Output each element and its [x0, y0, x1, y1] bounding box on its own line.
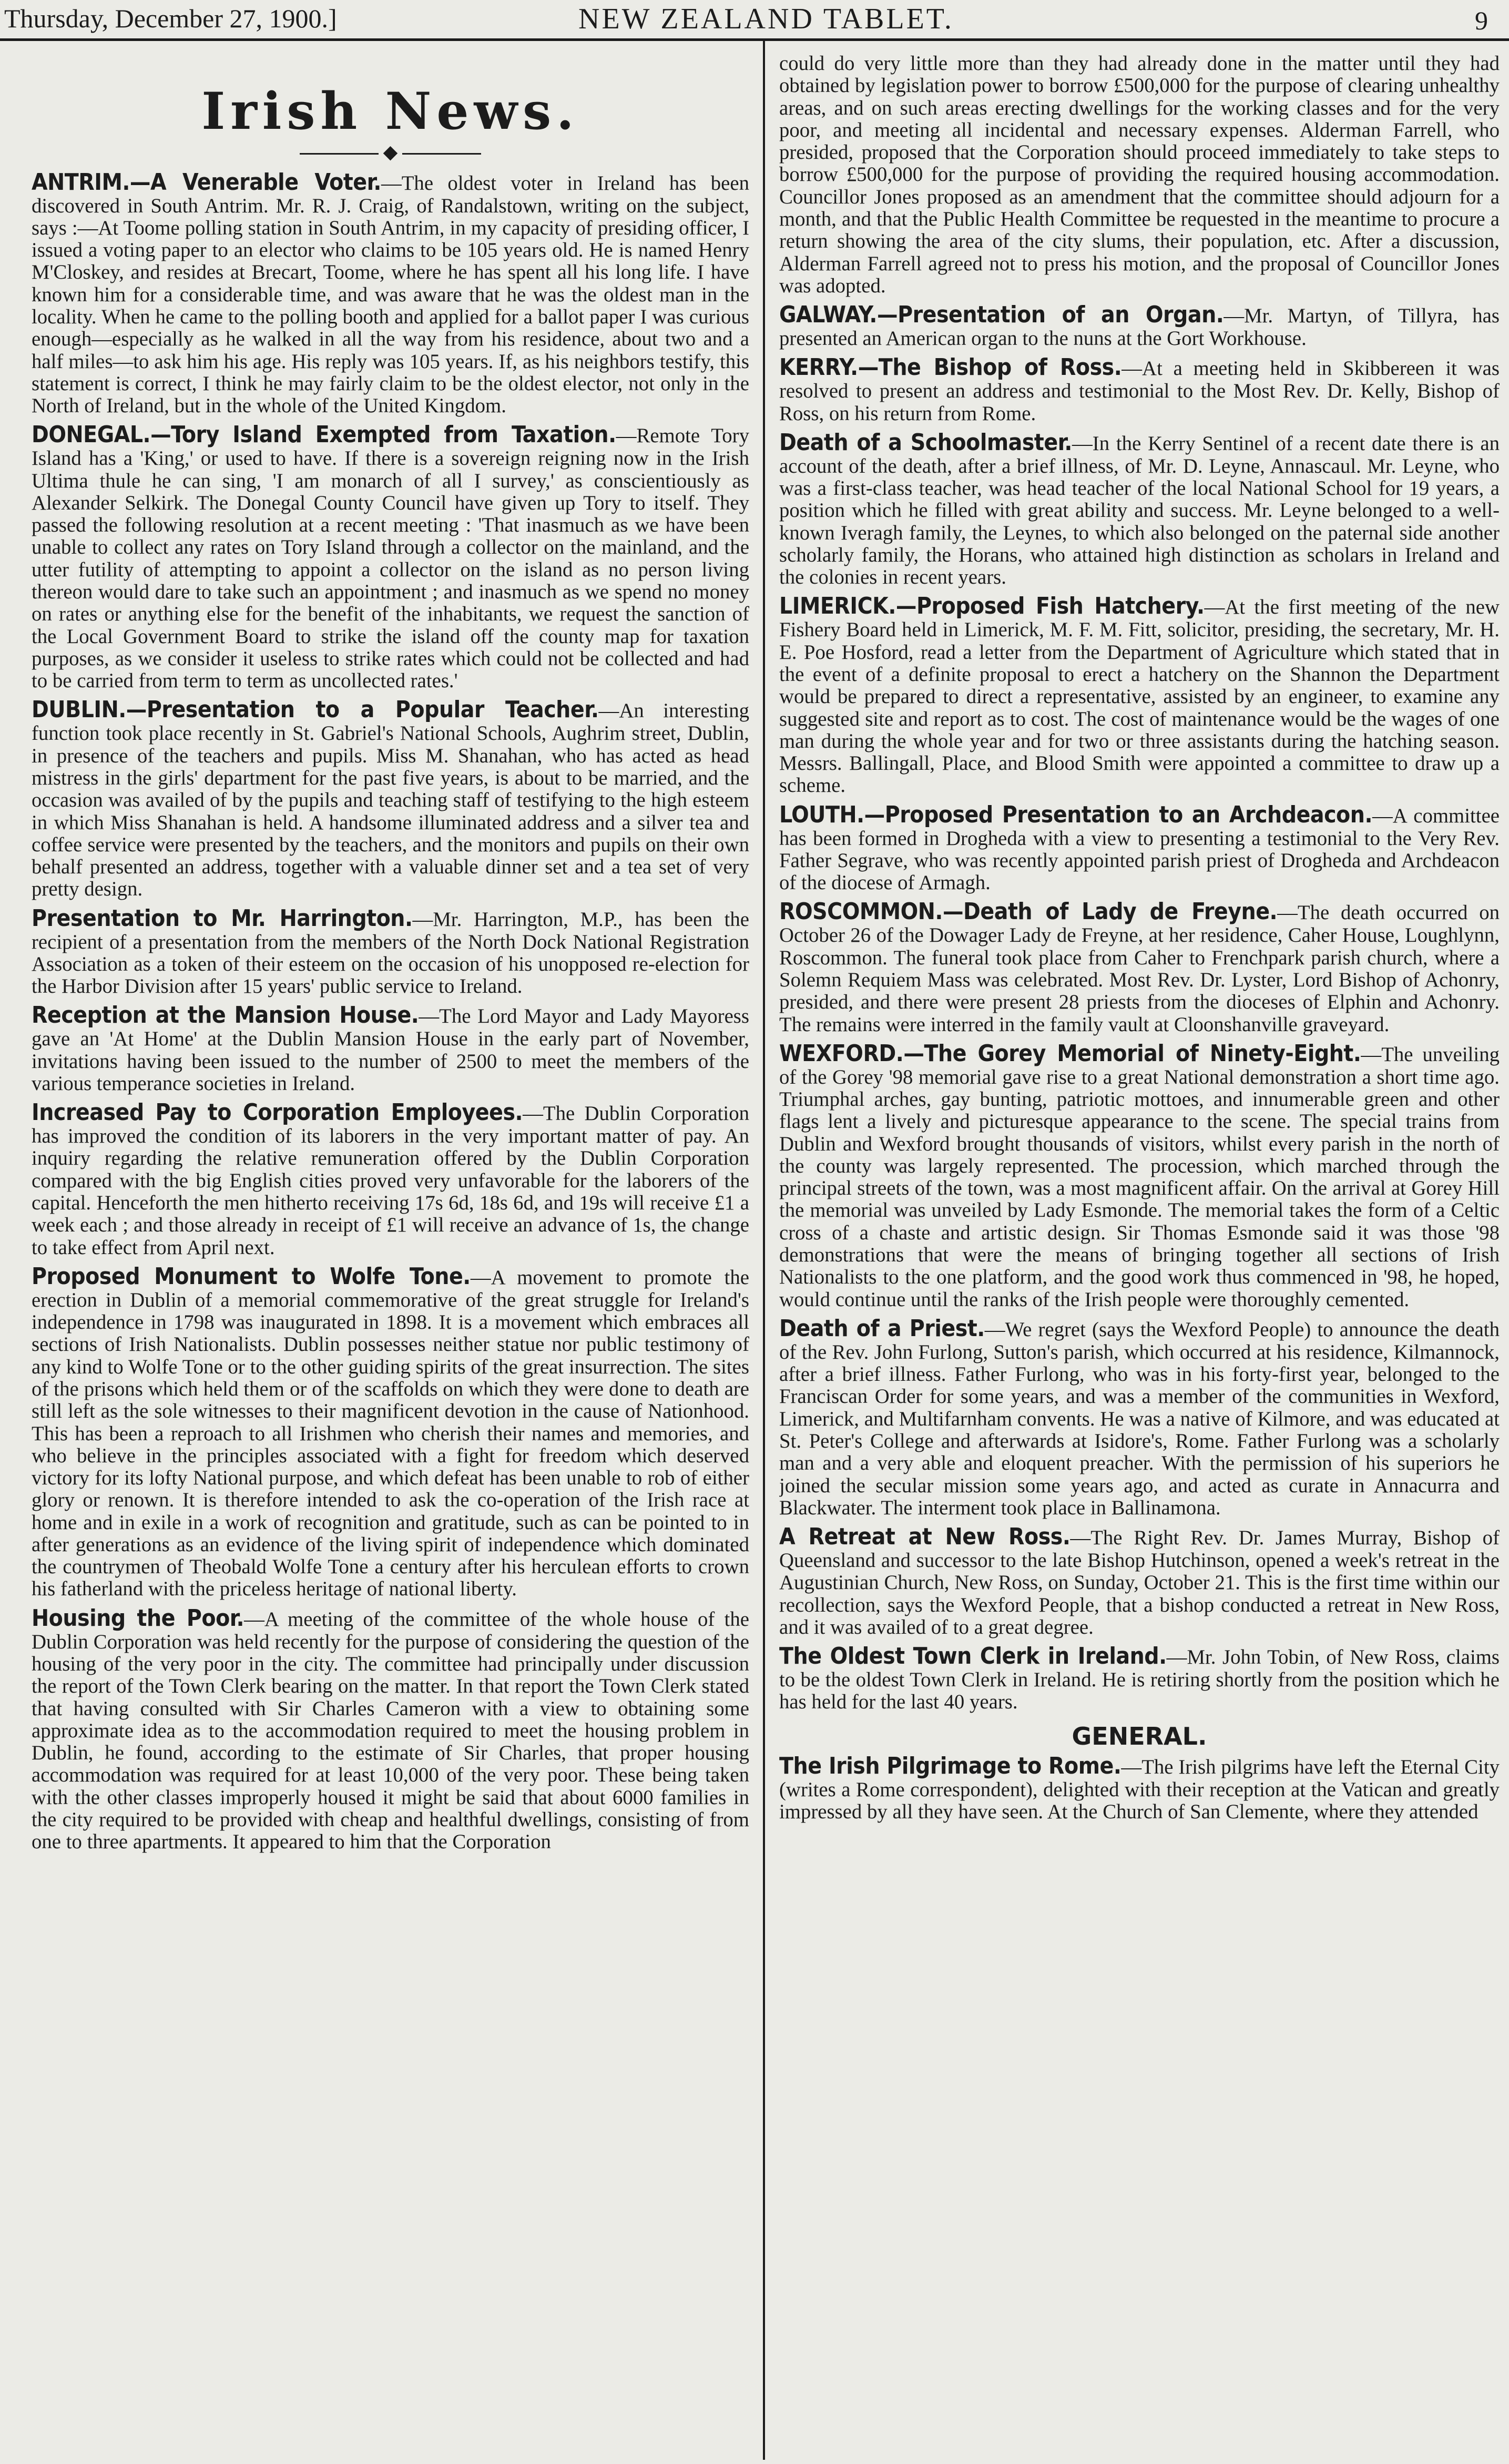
article — [32, 1606, 749, 1854]
article-body: —At the first meeting of the new Fishery Board held in Limerick, M. F. M. Fitt, solicitor, presiding, the secretary, Mr. H. E. Poe Hosford, read a letter from the Department of Agriculture which stated that in the event of a definite proposal to erect a hatchery on the Shannon the Department would be prepared to direct a representative, assisted by an engineer, to examine any suggested site and report as to cost. The cost of maintenance would be the wages of one man during the whole year and for two or three assistants during the hatching season. Messrs. Ballingall, Place, and Blood Smith were appointed a committee to draw up a scheme. — [779, 596, 1500, 797]
article — [779, 899, 1500, 1035]
article-body: —We regret (says the Wexford People) to announce the death of the Rev. John Furlong, Sutton's parish, which occurred at his residence, Kilmannock, after a brief illness. Father Furlong, who was in his forty-first year, belonged to the Franciscan Order for some years, and was a member of the communities in Wexford, Limerick, and Multifarnham convents. He was a native of Kilmore, and was educated at St. Peter's College and afterwards at Isidore's, Rome. Father Furlong was a scholarly man and a very able and eloquent preacher. With the permission of his superiors he joined the secular mission some years ago, and acted as curate in Annacurra and Blackwater. The interment took place in Ballinamona. — [779, 1318, 1500, 1519]
article — [32, 1264, 749, 1601]
article-body: —A meeting of the committee of the whole house of the Dublin Corporation was held recently for the purpose of considering the question of the housing of the very poor in the city. The committee had principally under discussion the report of the Town Clerk bearing on the matter. In that report the Town Clerk stated that having consulted with Sir Charles Cameron with a view to obtaining some approximate idea as to the accommodation required to meet the housing problem in Dublin, he found, according to the estimate of Sir Charles, that proper housing accommodation was required for at least 10,000 of the very poor. These being taken with the other classes improperly housed it might be said that about 6000 families in the city required to be provided with cheap and healthful dwellings, consisting of from one to three apartments. It appeared to him that the Corporation — [32, 1607, 749, 1854]
article-headline: ROSCOMMON.—Death of Lady de Freyne. — [779, 898, 1278, 925]
article — [32, 422, 749, 692]
article — [779, 1316, 1500, 1519]
article-headline: Housing the Poor. — [32, 1604, 244, 1632]
right-column — [779, 53, 1500, 2450]
article-body: —At a meeting held in Skibbereen it was resolved to present an address and testimonial to the Most Rev. Dr. Kelly, Bishop of Ross, on his return from Rome. — [779, 357, 1500, 425]
article-headline: A Retreat at New Ross. — [779, 1523, 1070, 1551]
article — [32, 697, 749, 900]
article-headline: The Oldest Town Clerk in Ireland. — [779, 1643, 1167, 1670]
article-body: —Mr. Harrington, M.P., has been the recipient of a presentation from the members of the North Dock National Registration Association as a token of their esteem on the occasion of his unopposed re-election for the Harbor Division after 15 years' public service to Ireland. — [32, 908, 749, 998]
right-article-list — [779, 53, 1500, 1714]
page-number: 9 — [1475, 6, 1488, 35]
column-divider — [763, 41, 765, 2460]
ornament-divider: ◆ — [32, 142, 749, 161]
article-headline: Presentation to Mr. Harrington. — [32, 904, 413, 932]
article — [779, 355, 1500, 425]
article-body: —The oldest voter in Ireland has been discovered in South Antrim. Mr. R. J. Craig, of Randalstown, writing on the subject, says :—At Toome polling station in South Antrim, in my capacity of presiding officer, I issued a voting paper to an elector who claims to be 105 years old. He is named Henry M'Closkey, and resides at Brecart, Toome, where he has spent all his long life. I have known him for a considerable time, and was aware that he was the oldest man in the locality. When he came to the polling booth and applied for a ballot paper I was curious enough—especially as he walked in all the way from his residence, about two and a half miles—to ask him his age. His reply was 105 years. If, as his neighbors testify, this statement is correct, I think he may fairly claim to be the oldest elector, not only in the North of Ireland, but in the whole of the United Kingdom. — [32, 171, 749, 418]
article-body: —The Lord Mayor and Lady Mayoress gave an 'At Home' at the Dublin Mansion House in the early part of November, invitations having been issued to the number of 2500 to meet the members of the various temperance societies in Ireland. — [32, 1005, 749, 1095]
article-body: —The unveiling of the Gorey '98 memorial gave rise to a great National demonstration a short time ago. Triumphal arches, gay bunting, patriotic mottoes, and innumerable green and other flags lent a lively and picturesque appearance to the scene. The special trains from Dublin and Wexford brought thousands of visitors, whilst every parish in the north of the county was largely represented. The procession, which marched through the principal streets of the town, was a most magnificent affair. On the arrival at Gorey Hill the memorial was unveiled by Lady Esmonde. The memorial takes the form of a Celtic cross of a chaste and artistic design. Sir Thomas Esmonde said it was those '98 demonstrations that were the means of bringing together all sections of Irish Nationalists to the one platform, and the good work thus commenced in '98, he hoped, would continue until the ranks of the Irish people were thoroughly cemented. — [779, 1043, 1500, 1311]
article — [779, 1644, 1500, 1714]
left-column — [32, 58, 749, 2456]
article — [32, 170, 749, 418]
article-headline: Increased Pay to Corporation Employees. — [32, 1099, 523, 1126]
article — [779, 802, 1500, 894]
article-body: —The Irish pilgrims have left the Eternal City (writes a Rome correspondent), delighted with their reception at the Vatican and greatly impressed by all they have seen. At the Church of San Clemente, where they attended — [779, 1755, 1500, 1824]
article-body: —The Right Rev. Dr. James Murray, Bishop of Queensland and successor to the late Bishop Hutchinson, opened a week's retreat in the Augustinian Church, New Ross, on Sunday, October 21. This is the first time within our recollection, says the Wexford People, that a bishop conducted a retreat in New Ross, and it was availed of to a great degree. — [779, 1526, 1500, 1638]
article-headline: KERRY.—The Bishop of Ross. — [779, 354, 1122, 381]
article — [779, 1754, 1500, 1824]
general-heading: GENERAL. — [1072, 1722, 1207, 1750]
article-headline: ANTRIM.—A Venerable Voter. — [32, 168, 381, 196]
article-body: —An interesting function took place recently in St. Gabriel's National Schools, Aughrim street, Dublin, in presence of the teachers and pupils. Miss M. Shanahan, who has acted as head mistress in the girls' department for the past five years, is about to be married, and the occasion was availed of by the pupils and teaching staff of testifying to the high esteem in which Miss Shanahan is held. A handsome illuminated address and a silver tea and coffee service were presented by the teachers, and the monitors and pupils on their own behalf presented an address, together with a valuable dinner set and a tea set of very pretty design. — [32, 699, 749, 901]
article-headline: Proposed Monument to Wolfe Tone. — [32, 1262, 471, 1290]
article — [779, 430, 1500, 589]
article-body: —A movement to promote the erection in Dublin of a memorial commemorative of the great struggle for Ireland's independence in 1798 was inaugurated in 1898. It is a movement which embraces all sections of Irish Nationalists. Dublin possesses neither statue nor public testimony of any kind to Wolfe Tone or to the other guiding spirits of the great insurrection. The sites of the prisons which held them or of the scaffolds on which they were done to death are still left as the sole witnesses to their magnificent devotion in the cause of Nationhood. This has been a reproach to all Irishmen who cherish their names and memories, and who believe in the principles associated with a fight for freedom which deserved victory for its lofty National purpose, and which defeat has been unable to rob of either glory or renown. It is therefore intended to ask the co-operation of the Irish race at home and in exile in a work of recognition and gratitude, such as can be pointed to in after generations as an evidence of the living spirit of independence which dominated the countrymen of Theobald Wolfe Tone a century after his herculean efforts to crown his fatherland with the priceless heritage of national liberty. — [32, 1266, 749, 1601]
article-headline: GALWAY.—Presentation of an Organ. — [779, 301, 1224, 329]
article-headline: Death of a Priest. — [779, 1315, 985, 1342]
header-date: Thursday, December 27, 1900.] — [4, 4, 337, 33]
page-header — [0, 0, 1509, 41]
article-headline: DONEGAL.—Tory Island Exempted from Taxation. — [32, 421, 616, 449]
article — [779, 1041, 1500, 1311]
article-headline: LOUTH.—Proposed Presentation to an Archdeacon. — [779, 801, 1372, 828]
article — [779, 53, 1500, 297]
section-banner: Irish News. — [201, 82, 579, 141]
left-article-list — [32, 170, 749, 1854]
article-body: could do very little more than they had already done in the matter until they had obtained by legislation power to borrow £500,000 for the purpose of clearing unhealthy areas, and on such areas erecting dwellings for the working classes and for the very poor, and meeting all incidental and necessary expenses. Alderman Farrell, who presided, proposed that the Corporation should proceed immediately to take steps to borrow £500,000 for the purpose of providing the required housing accommodation. Councillor Jones proposed as an amendment that the committee should adjourn for a month, and that the Public Health Committee be requested in the meantime to procure a return showing the area of the city slums, their population, etc. After a discussion, Alderman Farrell agreed not to press his motion, and the proposal of Councillor Jones was adopted. — [779, 53, 1500, 297]
article-body: —Mr. Martyn, of Tillyra, has presented an American organ to the nuns at the Gort Workhouse. — [779, 304, 1500, 350]
article — [32, 1100, 749, 1259]
masthead-title: NEW ZEALAND TABLET. — [578, 3, 954, 35]
article-headline: LIMERICK.—Proposed Fish Hatchery. — [779, 593, 1205, 620]
article — [32, 1003, 749, 1095]
article-headline: Death of a Schoolmaster. — [779, 429, 1072, 456]
article-headline: DUBLIN.—Presentation to a Popular Teacher. — [32, 696, 599, 724]
article-headline: Reception at the Mansion House. — [32, 1002, 419, 1029]
article — [779, 594, 1500, 797]
article — [779, 302, 1500, 350]
article-body: —Remote Tory Island has a 'King,' or used to have. If there is a sovereign reigning now in the Irish Ultima thule he can sing, 'I am monarch of all I survey,' as conscientiously as Alexander Selkirk. The Donegal County Council have given up Tory to itself. They passed the following resolution at a recent meeting : 'That inasmuch as we have been unable to collect any rates on Tory Island through a collector on the mainland, and the utter futility of attempting to appoint a collector on the island as no person living thereon would dare to take such an appointment ; and inasmuch as we spend no money on rates or anything else for the benefit of the inhabitants, we request the sanction of the Local Government Board to strike the island off the county map for taxation purposes, as we consider it useless to strike rates which could not be collected and had to be carried from term to term as uncollected rates.' — [32, 424, 749, 693]
article — [32, 906, 749, 998]
article-body: —Mr. John Tobin, of New Ross, claims to be the oldest Town Clerk in Ireland. He is retiring shortly from the position which he has held for the last 40 years. — [779, 1646, 1500, 1714]
article — [779, 1524, 1500, 1638]
article-body: —The Dublin Corporation has improved the condition of its laborers in the very important matter of pay. An inquiry regarding the relative remuneration offered by the Dublin Corporation compared with the big English cities proved very unfavorable for the laborers of the capital. Henceforth the men hitherto receiving 17s 6d, 18s 6d, and 19s will receive £1 a week each ; and those already in receipt of £1 will receive an advance of 1s, the change to take effect from April next. — [32, 1102, 749, 1259]
article-headline: WEXFORD.—The Gorey Memorial of Ninety-Eight. — [779, 1040, 1361, 1067]
article-body: —In the Kerry Sentinel of a recent date there is an account of the death, after a brief illness, of Mr. D. Leyne, Annascaul. Mr. Leyne, who was a first-class teacher, was head teacher of the local National School for 19 years, a position which he filled with great ability and success. Mr. Leyne belonged to a well-known Iveragh family, the Leynes, to which also belonged on the paternal side another scholarly family, the Horans, who attained high distinction as scholars in Ireland and the colonies in recent years. — [779, 432, 1500, 589]
article-body: —A committee has been formed in Drogheda with a view to presenting a testimonial to the Very Rev. Father Segrave, who was recently appointed parish priest of Drogheda and Archdeacon of the diocese of Armagh. — [779, 804, 1500, 894]
article-body: —The death occurred on October 26 of the Dowager Lady de Freyne, at her residence, Caher House, Loughlynn, Roscommon. The funeral took place from Caher to Frenchpark parish church, where a Solemn Requiem Mass was celebrated. Most Rev. Dr. Lyster, Lord Bishop of Achonry, presided, and there were present 28 priests from the dioceses of Elphin and Achonry. The remains were interred in the family vault at Cloonshanville graveyard. — [779, 901, 1500, 1036]
article-headline: The Irish Pilgrimage to Rome. — [779, 1752, 1121, 1779]
